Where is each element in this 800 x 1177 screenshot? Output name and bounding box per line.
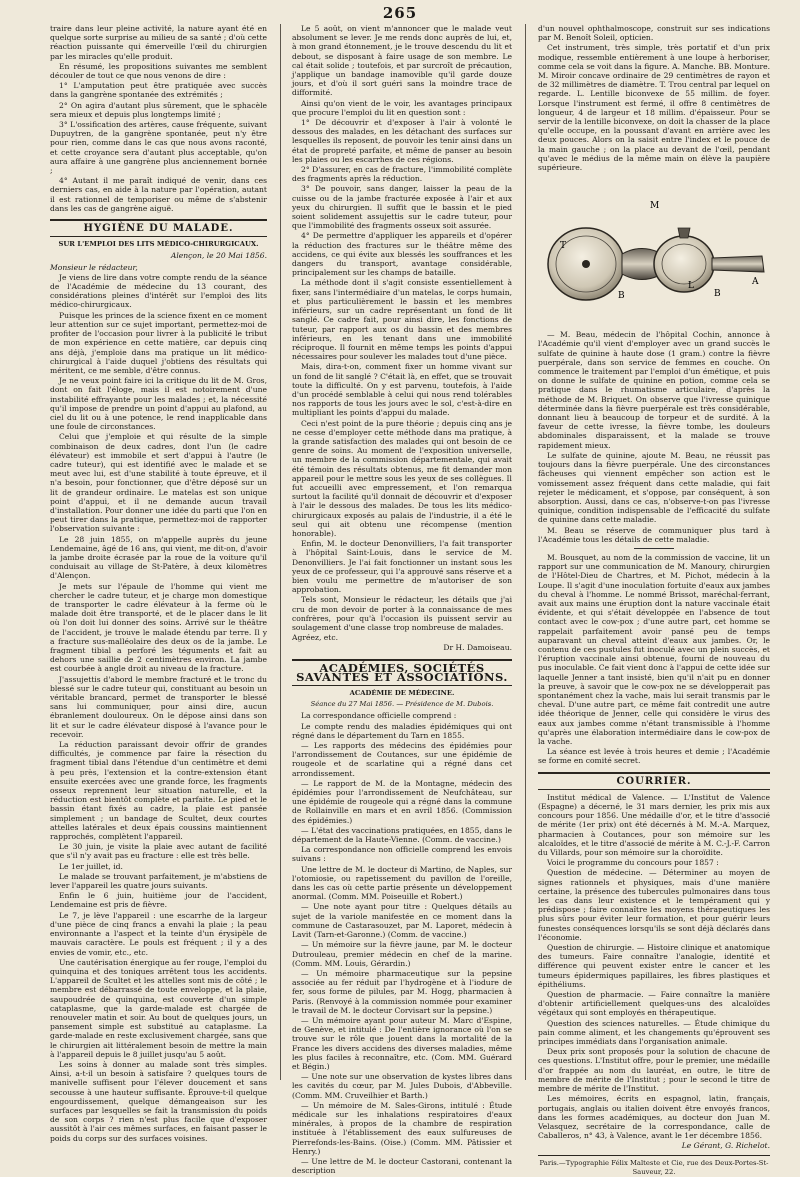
paragraph: Question des sciences naturelles. — Étude chimique du pain comme aliment, et les changements qu'éprouvent ses principes immédiats dans l'organisation animale. <box>538 1018 770 1047</box>
paragraph: 2° On agira d'autant plus sûrement, que le sphacèle sera mieux et depuis plus longtemps limité ; <box>50 100 267 119</box>
academy-report <box>292 711 512 1175</box>
paragraph: La séance est levée à trois heures et demie ; l'Académie se forme en comité secret. <box>538 747 770 766</box>
paragraph: Celui que j'emploie et qui résulte de la simple combinaison de deux cadres, dont l'un (le cadre élévateur) est immobile et sert d'appui à l'autre (le cadre tuteur), qui est identifié avec le malade et se meut avec lui, est d'une stabilité à toute épreuve, et il n'a besoin, pour fonctionner, que d'être déposé sur un lit de grandeur ordinaire. Le matelas est son unique point d'appui, et il ne demande aucun travail d'installation. Pour donner une idée du parti que l'on en peut tirer dans la pratique, permettez-moi de rapporter l'observation suivante : <box>50 432 267 534</box>
subsection-title: ACADÉMIE DE MÉDECINE. <box>349 689 455 698</box>
paragraph: Les mémoires, écrits en espagnol, latin, français, portugais, anglais ou italien doivent être envoyés francos, dans les formes académiques, au docteur don Juan M. Velasquez, secrétaire de la correspondance, calle de Caballeros, n° 43, à Valence, avant le 1er décembre 1856. <box>538 1094 770 1141</box>
column-1 <box>50 24 267 1143</box>
paragraph: Je mets sur l'épaule de l'homme qui vient me chercher le cadre tuteur, et je charge mon domestique de transporter le cadre élévateur à la ferme où le malade doit être transporté, et de le placer dans le lit où l'on doit lui donner des soins. Arrivé sur le théâtre de l'accident, je trouve le malade étendu par terre. Il y a fracture sus-malléolaire des deux os de la jambe. Le fragment tibial a perforé les téguments et fait au dehors une saillie de 2 centimètres environ. La jambe est courbée à angle droit au niveau de la fracture. <box>50 581 267 674</box>
paragraph: 3° De pouvoir, sans danger, laisser la peau de la cuisse ou de la jambe fracturée exposée à l'air et aux yeux du chirurgien. Il suffit que le bassin et le pied soient solidement assujettis sur le cadre tuteur, pour que l'immobilité des fragments osseux soit assurée. <box>292 184 512 231</box>
imprint: Paris.—Typographie Félix Malteste et Cie, rue des Deux-Portes-St-Sauveur, 22. <box>538 1155 770 1177</box>
paragraph: Enfin, M. le docteur Denonvilliers, l'a fait transporter à l'hôpital Saint-Louis, dans le service de M. Denonvilliers. Je l'ai fait fonctionner un instant sous les yeux de ce professeur, qui l'a approuvé sans réserve et a bien voulu me permettre de m'autoriser de son approbation. <box>292 539 512 595</box>
closing: Agréez, etc. <box>292 633 339 643</box>
paragraph: — L'état des vaccinations pratiquées, en 1855, dans le département de la Haute-Vienne. (Comm. de vaccine.) <box>292 825 512 845</box>
paragraph: Les soins à donner au malade sont très simples. Ainsi, a-t-il un besoin à satisfaire ? quelques tours de manivelle suffisent pour l'élever doucement et sans secousse à une hauteur suffisante. Éprouve-t-il quelque engourdissement, quelque démangeaison sur les surfaces par lesquelles se fait la transmission du poids de son corps ? rien n'est plus facile que d'exposer aussitôt à l'air ces mêmes surfaces, en faisant passer le poids du corps sur des surfaces voisines. <box>50 1059 267 1143</box>
column-3 <box>538 24 770 1176</box>
paragraph: 1° De découvrir et d'exposer à l'air à volonté le dessous des malades, en les détachant des surfaces sur lesquelles ils reposent, de pouvoir les tenir ainsi dans un état de propreté parfaite, et même de panser au besoin les plaies ou les escarrhes de ces régions. <box>292 118 512 164</box>
paragraph: Voici le programme du concours pour 1857 : <box>547 858 719 868</box>
paragraph: Ainsi qu'on vient de le voir, les avantages principaux que procure l'emploi du lit en question sont : <box>292 98 512 117</box>
paragraph: La correspondance officielle comprend : <box>301 711 457 721</box>
column-rule <box>280 24 281 1080</box>
paragraph: — Un mémoire sur la fièvre jaune, par M. le docteur Dutrouleau, premier médecin en chef de la marine. (Comm. MM. Louis, Gérardin.) <box>292 940 512 968</box>
paragraph: Puisque les princes de la science fixent en ce moment leur attention sur ce sujet important, permettez-moi de profiter de l'occasion pour livrer à la publicité le tribut de mon expérience en cette matière, car depuis cinq ans déjà, j'emploie dans ma pratique un lit médico-chirurgical à l'aide duquel j'obtiens des résultats qui méritent, ce me semble, d'être connus. <box>50 310 267 375</box>
paragraph: J'assujettis d'abord le membre fracturé et le tronc du blessé sur le cadre tuteur qui, constituant au besoin un véritable brancard, permet de transporter le blessé sans lui communiquer, pour ainsi dire, aucun ébranlement douloureux. On le dépose ainsi dans son lit et sur le cadre élévateur disposé à l'avance pour le recevoir. <box>50 674 267 739</box>
section-title-courrier: COURRIER. <box>538 772 770 790</box>
column-2 <box>292 24 512 1176</box>
paragraph: Le sulfate de quinine, ajoute M. Beau, ne réussit pas toujours dans la fièvre puerpérale. Une des circonstances fâcheuses qui viennent empêcher son action est le vomissement assez fréquent dans cette maladie, qui fait rejeter le médicament, et s'oppose, par conséquent, à son absorption. Aussi, dans ce cas, n'observe-t-on pas l'ivresse quinique, condition indispensable de l'efficacité du sulfate de quinine dans cette maladie. <box>538 450 770 525</box>
letter-body <box>50 273 267 1143</box>
section-subtitle: SUR L'EMPLOI DES LITS MÉDICO-CHIRURGICAUX. <box>58 240 259 249</box>
paragraph: Le 7, je lève l'appareil : une escarrhe de la largeur d'une pièce de cinq francs a envahi la plaie ; la peau environnante a l'aspect et la teinte d'un érysipèle de mauvais caractère. Le pouls est fréquent ; il y a des envies de vomir, etc., etc. <box>50 910 267 957</box>
paragraph: — Une note ayant pour titre : Quelques détails au sujet de la variole manifestée en ce moment dans la commune de Castarasouzet, par M. Laporet, médecin à Lavit (Tarn-et-Garonne.) (Comm. de vaccine.) <box>292 902 512 940</box>
figure-label-t: T <box>560 241 567 252</box>
paragraph: — Le rapport de M. de la Montagne, médecin des épidémies pour l'arrondissement de Neufchâteau, sur une épidémie de rougeole qui a régné dans la commune de Rollainville en mars et en avril 1856. (Commission des épidémies.) <box>292 778 512 825</box>
paragraph: Enfin le 6 juin, huitième jour de l'accident, Lendemaine est pris de fièvre. <box>50 891 267 910</box>
paragraph: Je ne veux point faire ici la critique du lit de M. Gros, dont on fait l'éloge, mais il est notoirement d'une instabilité effrayante pour les malades ; et, la nécessité qu'il impose de prendre un point d'appui au plafond, au ciel du lit ou à une potence, le rend inapplicable dans une foule de circonstances. <box>50 376 267 432</box>
divider <box>634 548 674 549</box>
gerant-signature: Le Gérant, G. Richelot. <box>681 1141 770 1151</box>
paragraph: Le malade se trouvant parfaitement, je m'abstiens de lever l'appareil les quatre jours suivants. <box>50 871 267 891</box>
paragraph: Le 5 août, on vient m'annoncer que le malade veut absolument se lever. Je me rends donc auprès de lui, et, à mon grand étonnement, je le trouve descendu du lit et debout, se disposant à faire usage de son membre. Le cal était solide ; toutefois, et par surcroît de précaution, j'applique un bandage inamovible qu'il garde douze jours, et d'où il sort guéri sans la moindre trace de difformité. <box>292 24 512 98</box>
paragraph: La correspondance non officielle comprend les envois suivans : <box>292 845 512 864</box>
paragraph: M. Beau se réserve de communiquer plus tard à l'Académie tous les détails de cette maladie. <box>538 525 770 544</box>
paragraph: En résumé, les propositions suivantes me semblent découler de tout ce que nous venons de dire : <box>50 61 267 81</box>
ophthalmoscope-figure <box>538 178 770 326</box>
section-title-hygiene: HYGIÈNE DU MALADE. <box>50 219 267 237</box>
paragraph: 1° L'amputation peut être pratiquée avec succès dans la gangrène spontanée des extrémités ; <box>50 81 267 100</box>
paragraph: Je viens de lire dans votre compte rendu de la séance de l'Académie de médecine du 13 courant, des considérations pleines d'intérêt sur l'emploi des lits médico-chirurgicaux. <box>50 272 267 310</box>
paragraph: Question de chirurgie. — Histoire clinique et anatomique des tumeurs. Faire connaître l'analogie, identité et différence qui peuvent exister entre le cancer et les tumeurs épidermiques papillaires, les fibres plastiques et épithéliums. <box>538 943 770 989</box>
letter-continued <box>292 24 512 632</box>
paragraph: — Un mémoire de M. Sales-Girons, intitulé : Étude médicale sur les inhalations respiratoires d'eaux minérales, à propos de la chambre de respiration instituée à l'établissement des eaux sulfureuses de Pierrefonds-les-Bains. (Oise.) (Comm. MM. Pâtissier et Henry.) <box>292 1100 512 1156</box>
paragraph: — Une note sur une observation de kystes libres dans les cavités du cœur, par M. Jules Dubois, d'Abbeville. (Comm. MM. Cruveilhier et Barth.) <box>292 1072 512 1100</box>
paragraph: Mais, dira-t-on, comment fixer un homme vivant sur un fond de lit sanglé ? C'était là, en effet, que se trouvait toute la difficulté. On y est parvenu, toutefois, à l'aide d'un procédé semblable à celui qui nous rend tolérables nos rapports de tous les jours avec le sol, c'est-à-dire en multipliant les points d'appui du malade. <box>292 362 512 418</box>
paragraph: Une cautérisation énergique au fer rouge, l'emploi du quinquina et des toniques arrêtent tous les accidents. L'appareil de Scultet et les attelles sont mis de côté ; le membre est débarrassé de toute enveloppe, et la plaie, saupoudrée de quinquina, est couverte d'un simple cataplasme, que la garde-malade est chargée de renouveler matin et soir. Au bout de quelques jours, un pansement simple est substitué au cataplasme. La garde-malade en reste exclusivement chargée, sans que le chirurgien ait littéralement besoin de mettre la main à l'appareil depuis le 8 juillet jusqu'au 5 août. <box>50 957 267 1059</box>
figure-label-b: B <box>714 289 721 300</box>
paragraph: — Un mémoire pharmaceutique sur la pepsine associée au fer réduit par l'hydrogène et à l'iodure de fer, sous forme de pilules, par M. Hogg, pharmacien à Paris. (Renvoyé à la commission nommée pour examiner le travail de M. le docteur Corvisart sur la pepsine.) <box>292 968 512 1015</box>
paragraph: Ceci n'est point de la pure théorie ; depuis cinq ans je ne cesse d'employer cette méthode dans ma pratique, à la grande satisfaction des malades qui ont besoin de ce genre de soins. Au moment de l'exposition universelle, un membre de la commission départementale, qui avait été témoin des résultats obtenus, me fit demander mon appareil pour le mettre sous les yeux de ses collègues. Il fut accueilli avec empressement, et l'on remarqua surtout la facilité qu'il donnait de découvrir et d'exposer à l'air le dessous des malades. De tous les lits médico-chirurgicaux exposés au palais de l'industrie, il a été le seul qui ait obtenu une récompense (mention honorable). <box>292 418 512 538</box>
intro-text <box>50 24 267 213</box>
ophthalmoscope-illustration <box>538 178 770 326</box>
paragraph: Le 1er juillet, id. <box>59 861 123 871</box>
paragraph: Tels sont, Monsieur le rédacteur, les détails que j'ai cru de mon devoir de porter à la connaissance de mes confrères, pour qu'à l'occasion ils puissent servir au soulagement d'une classe trop nombreuse de malades. <box>292 595 512 632</box>
paragraph: Une lettre de M. le docteur di Martino, de Naples, sur l'otomiosie, ou rapetissement du pavillon de l'oreille, dans les cas où cette partie présente un développement anormal. (Comm. MM. Poiseuille et Robert.) <box>292 864 512 902</box>
paragraph: — Un mémoire ayant pour auteur M. Marc d'Espine, de Genève, et intitulé : De l'entière ignorance où l'on se trouve sur le rôle que jouent dans la mortalité de la France les divers accidens des diverses maladies, même les plus faciles à reconnaître, etc. (Com. MM. Guérard et Bégin.) <box>292 1015 512 1071</box>
session-line: Séance du 27 Mai 1856. — Présidence de M. Dubois. <box>310 700 494 709</box>
paragraph: 3° L'ossification des artères, cause fréquente, suivant Dupuytren, de la gangrène spontanée, peut n'y être pour rien, comme dans le cas que nous avons raconté, et cette croyance sera d'autant plus acceptable, qu'on aura affaire à une gangrène plus anciennement bornée ; <box>50 120 267 176</box>
paragraph: Le compte rendu des maladies épidémiques qui ont régné dans le département du Tarn en 1855. <box>292 721 512 740</box>
paragraph: Le 28 juin 1855, on m'appelle auprès du jeune Lendemaine, âgé de 16 ans, qui vient, me dit-on, d'avoir la jambe droite écrasée par la roue de la voiture qu'il conduisait au village de St-Patère, à deux kilomètres d'Alençon. <box>50 534 267 581</box>
figure-label-m: M <box>650 201 660 212</box>
section-title-academies: ACADÉMIES, SOCIÉTÉS SAVANTES ET ASSOCIATIONS. <box>292 659 512 686</box>
paragraph: 4° Autant il me paraît indiqué de venir, dans ces derniers cas, en aide à la nature par l'opération, autant il est rationnel de temporiser ou même de s'abstenir dans les cas de gangrène aiguë. <box>50 176 267 213</box>
paragraph: M. Bousquet, au nom de la commission de vaccine, lit un rapport sur une communication de M. Manoury, chirurgien de l'Hôtel-Dieu de Chartres, et M. Pichot, médecin à la Loupe. Il s'agit d'une inoculation fortuite d'eaux aux jambes du cheval à l'homme. Le nommé Brissot, maréchal-ferrant, avait aux mains une éruption dont la nature vaccinale était évidente, et qui s'était développée en l'absence de tout contact avec le cow-pox ; d'une autre part, cet homme se rappelait parfaitement avoir pansé peu de temps auparavant un cheval atteint d'eaux aux jambes. Or, le contenu de ces pustules fut inoculé avec un plein succès, et l'éruption vaccinale ainsi obtenue, fourni de nouveau du pus inoculable. Ce fait vient donc à l'appui de cette idée sur laquelle Jenner a tant insisté, bien qu'il n'ait pu en donner la preuve, à savoir que le cow-pox ne se développerait pas spontanément chez la vache, mais lui serait transmis par le cheval. D'une autre part, ce même fait contredit une autre idée théorique de Jenner, celle qui considère le virus des eaux aux jambes comme n'étant transmissible à l'homme qu'après une élaboration intermédiaire dans le cow-pox de la vache. <box>538 552 770 746</box>
page-number: 265 <box>382 4 418 22</box>
paragraph: Institut médical de Valence. — L'Institut de Valence (Espagne) a décerné, le 31 mars dernier, les prix mis aux concours pour 1856. Une médaille d'or, et le titre d'associé de mérite (1er prix) ont été décernés à M. M.-A. Marquez, pharmacien à Coutances, pour son mémoire sur les alcaloïdes, et le titre d'associé de mérite à M. C.-J.-F. Carron du Villards, pour son mémoire sur la choroïdite. <box>538 792 770 858</box>
courrier-body <box>538 793 770 1141</box>
column-rule <box>525 24 526 1080</box>
figure-label-a: A <box>752 277 759 288</box>
paragraph: Cet instrument, très simple, très portatif et d'un prix modique, ressemble entièrement à une loupe à herboriser, comme cela se voit dans la figure. A. Manche. BB. Monture. M. Miroir concave ordinaire de 29 centimètres de rayon et de 32 millimètres de diamètre. T. Trou central par lequel on regarde. L. Lentille biconvexe de 55 millim. de foyer. Lorsque l'instrument est fermé, il offre 8 centimètres de longueur, 4 de largeur et 18 millim. d'épaisseur. Pour se servir de la lentille biconvexe, on doit la chasser de la place qu'elle occupe, en la poussant d'avant en arrière avec les deux pouces. Alors on la saisit entre l'index et le pouce de la main gauche ; on la place au devant de l'œil, pendant qu'avec le médius de la même main on élève la paupière supérieure. <box>538 43 770 173</box>
paragraph: 2° D'assurer, en cas de fracture, l'immobilité complète des fragments après la réduction. <box>292 165 512 184</box>
paragraph: — M. Beau, médecin de l'hôpital Cochin, annonce à l'Académie qu'il vient d'employer avec un grand succès le sulfate de quinine à haute dose (1 gram.) contre la fièvre puerpérale, dans son service de femmes en couche. On commence le traitement par l'emploi d'un émétique, et puis on donne le sulfate de quinine en potion, comme cela se pratique dans le rhumatisme articulaire, d'après la méthode de M. Briquet. On observe que l'ivresse quinique déterminée dans la fièvre puerpérale est très considérable, donnant lieu à beaucoup de torpeur et de surdité. À la faveur de cette ivresse, la fièvre tombe, les douleurs abdominales disparaissent, et la malade se trouve rapidement mieux. <box>538 330 770 450</box>
paragraph: traire dans leur pleine activité, la nature ayant été en quelque sorte surprise au milieu de sa santé ; d'où cette réaction puissante qui émerveille l'œil du chirurgien par les miracles qu'elle produit. <box>50 24 267 61</box>
paragraph: La réduction paraissant devoir offrir de grandes difficultés, je commence par faire la résection du fragment tibial dans l'étendue d'un centimètre et demi à peu près, l'extension et la contre-extension étant ensuite exercées avec une grande force, les fragments osseux reprennent leur situation naturelle, et la réduction est bientôt complète et parfaite. Le pied et le bassin étant fixés au cadre, la plaie est pansée simplement ; un bandage de Scultet, deux courtes attelles latérales et deux épais coussins maintiennent rapprochés, complètent l'appareil. <box>50 740 267 842</box>
figure-label-b: B <box>618 291 625 302</box>
academy-report-continued <box>538 330 770 765</box>
paragraph: 4° De permettre d'appliquer les appareils et d'opérer la réduction des fractures sur le théâtre même des accidens, ce qui évite aux blessés les souffrances et les dangers du transport, avantage considérable, principalement sur les champs de bataille. <box>292 231 512 278</box>
paragraph: Question de pharmacie. — Faire connaître la manière d'obtenir artificiellement quelques-uns des alcaloïdes végétaux qui sont employés en thérapeutique. <box>538 990 770 1018</box>
paragraph: Question de médecine. — Déterminer au moyen de signes rationnels et physiques, mais d'une manière certaine, la présence des tubercules pulmonaires dans tous les cas dans leur existence et le tempérament qui y prédispose ; faire connaître les moyens thérapeutiques les plus sûrs pour éviter leur formation, et pour guérir leurs funestes conséquences lorsqu'ils se sont déjà déclarés dans l'économie. <box>538 868 770 942</box>
paragraph: d'un nouvel ophthalmoscope, construit sur ses indications par M. Benoît Soleil, opticien. <box>538 24 770 43</box>
paragraph: Le 30 juin, je visite la plaie avec autant de facilité que s'il n'y avait pas eu fracture : elle est très belle. <box>50 842 267 861</box>
signature: Dr H. Damoiseau. <box>443 643 512 653</box>
paragraph: La méthode dont il s'agit consiste essentiellement à fixer, sans l'intermédiaire d'un matelas, le corps humain, et plus particulièrement le bassin et les membres inférieurs, sur un cadre représentant un fond de lit sanglé. Ce cadre fait, pour ainsi dire, les fonctions de tuteur, par rapport aux os du bassin et des membres inférieurs, en les tenant dans une immobilité réciproque. Il fournit en même temps les points d'appui nécessaires pour soulever les malades tout d'une pièce. <box>292 278 512 362</box>
dateline: Alençon, le 20 Mai 1856. <box>170 251 267 261</box>
paragraph: — Une lettre de M. le docteur Castorani, contenant la description <box>292 1156 512 1176</box>
paragraph: — Les rapports des médecins des épidémies pour l'arrondissement de Coutances, sur une épidémie de rougeole et de scarlatine qui a régné dans cet arrondissement. <box>292 741 512 778</box>
salutation: Monsieur le rédacteur, <box>50 262 138 272</box>
paragraph: Deux prix sont proposés pour la solution de chacune de ces questions. L'Institut offre, pour le premier, une médaille d'or frappée au nom du lauréat, en outre, le titre de membre de mérite de l'Institut ; pour le second le titre de membre de mérite de l'Institut. <box>538 1047 770 1094</box>
figure-label-l: L <box>688 281 694 292</box>
